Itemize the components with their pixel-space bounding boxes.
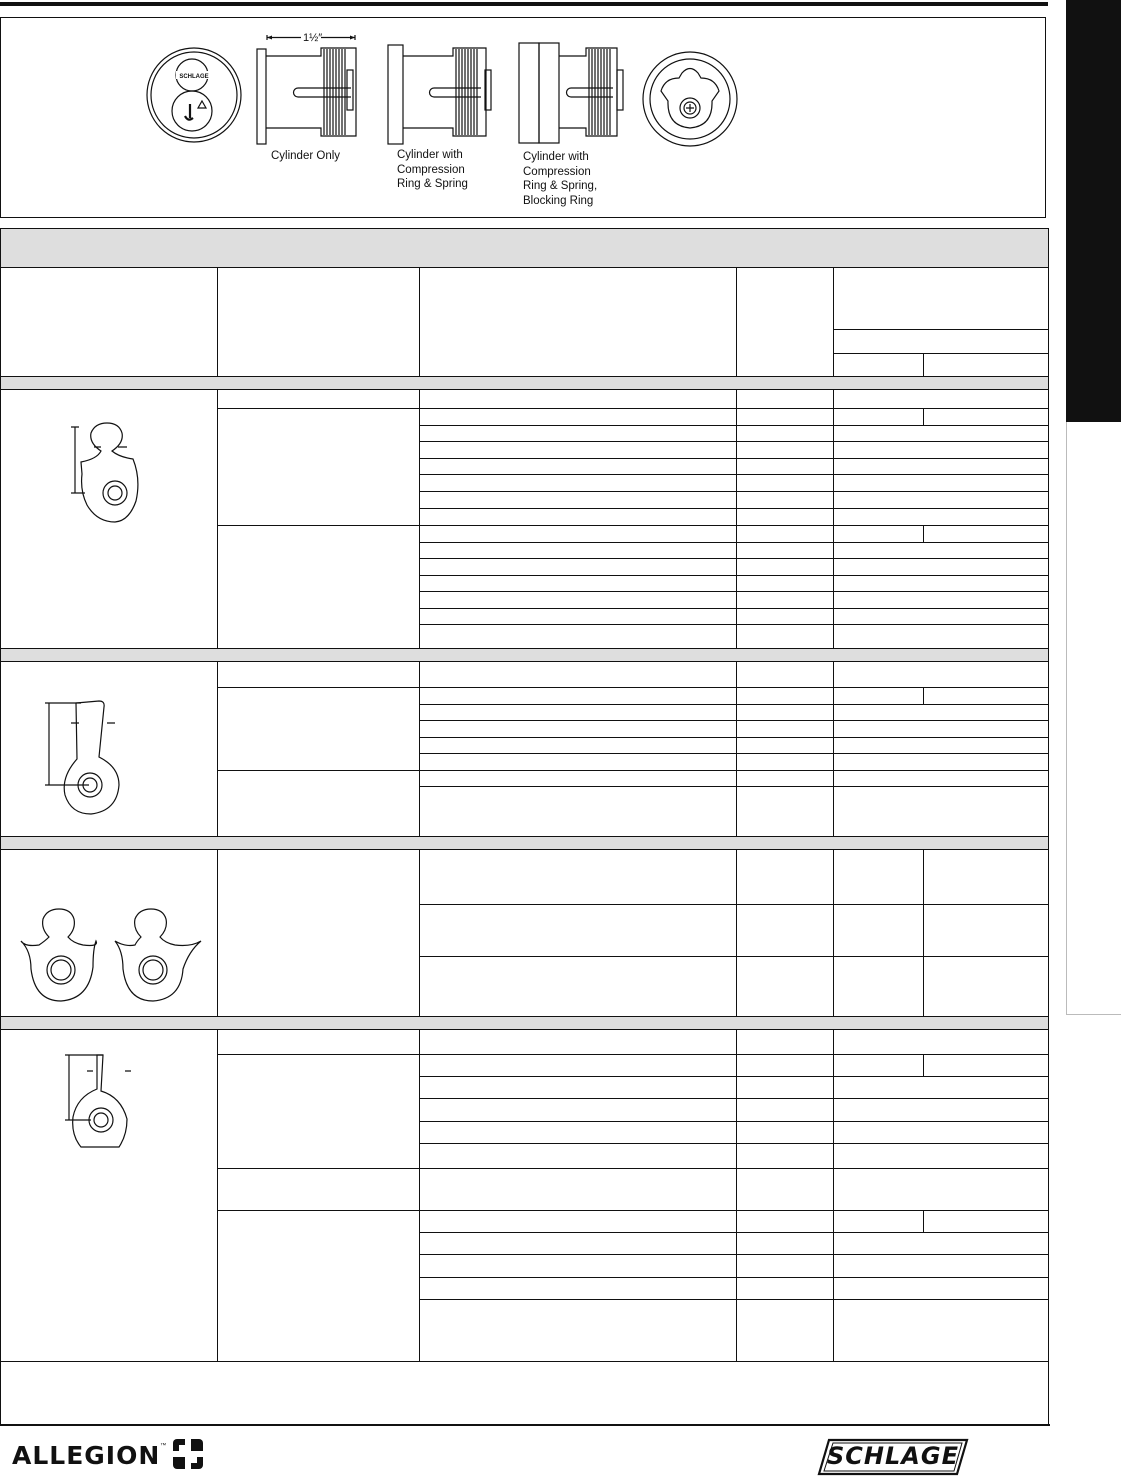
cam-drawing-4 <box>65 1055 131 1147</box>
face-brand-text: SCHLAGE <box>179 74 209 80</box>
caption-cylinder-with-blocking-ring: Cylinder with Compression Ring & Spring, Blocking Ring <box>523 151 598 207</box>
cylinder-with-blocking-ring-drawing <box>519 43 623 143</box>
cylinder-rear-drawing <box>643 52 737 146</box>
cylinder-with-ring-drawing <box>388 45 491 144</box>
cylinder-only-drawing <box>257 35 356 144</box>
cam-drawing-3-left <box>21 909 96 1001</box>
cam-drawings <box>1 229 1048 1424</box>
caption-cylinder-with-ring: Cylinder with Compression Ring & Spring <box>397 149 468 190</box>
allegion-wordmark: ALLEGION <box>12 1440 161 1470</box>
section-tab-3[interactable] <box>1066 618 1121 817</box>
cam-drawing-3-right <box>115 909 201 1001</box>
schlage-wordmark: SCHLAGE <box>827 1442 959 1470</box>
caption-cylinder-only: Cylinder Only <box>271 150 341 162</box>
top-rule <box>0 2 1048 6</box>
section-tab-4[interactable] <box>1066 816 1121 1015</box>
cylinder-face-drawing <box>147 48 241 142</box>
cam-drawing-2 <box>45 701 119 814</box>
section-tab-active[interactable] <box>1066 0 1121 422</box>
allegion-mark-icon <box>170 1437 208 1473</box>
schlage-logo <box>815 1437 971 1477</box>
cam-table <box>0 228 1049 1425</box>
cam-drawing-1 <box>71 423 138 522</box>
cylinder-illustrations <box>0 17 1046 218</box>
section-tab-2[interactable] <box>1066 422 1121 619</box>
dimension-label: 1½″ <box>303 32 323 44</box>
bottom-rule <box>0 1424 1050 1426</box>
allegion-logo: ALLEGION ™ <box>12 1437 208 1473</box>
